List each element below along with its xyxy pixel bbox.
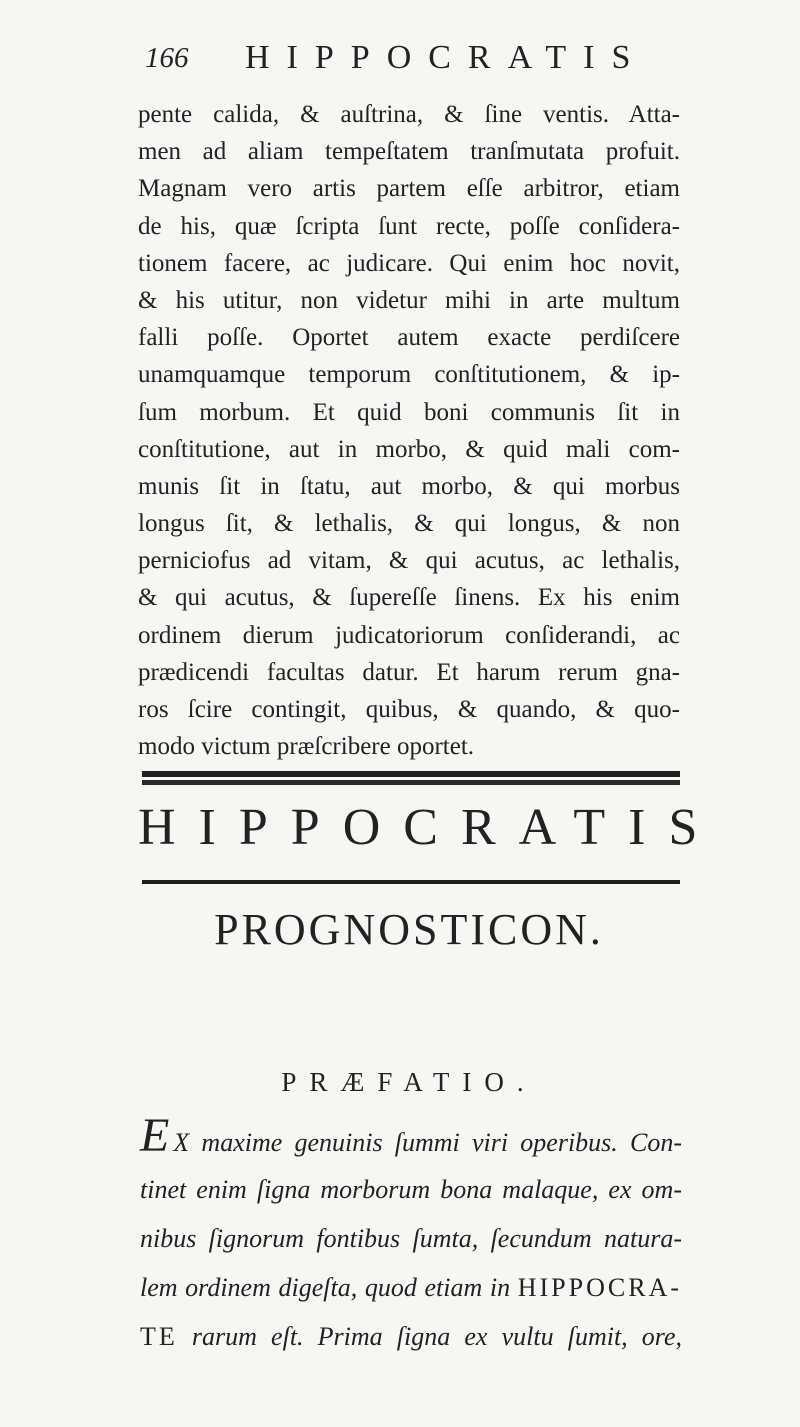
text-line: falli poſſe. Oportet autem exacte perdiſcere — [138, 324, 680, 352]
text-line — [140, 1263, 682, 1312]
running-head — [145, 38, 665, 78]
preface-heading: PRÆFATIO. — [281, 1067, 537, 1097]
text-line: ordinem dierum judicatoriorum conſiderandi, ac — [138, 621, 680, 649]
text-line — [140, 1109, 682, 1165]
text-segment: rarum eſt. Prima ſigna ex vultu ſumit, ore, — [191, 1322, 683, 1351]
body-paragraph — [138, 96, 680, 765]
author-name-caps: TE — [140, 1322, 178, 1351]
text-line: ſum morbum. Et quid boni communis ſit in — [138, 398, 680, 426]
text-line: unamquamque temporum conſtitutionem, & ip- — [138, 361, 680, 389]
text-line: prædicendi facultas datur. Et harum rerum gna- — [138, 658, 680, 686]
text-line: & qui acutus, & ſupereſſe ſinens. Ex his enim — [138, 584, 680, 612]
text-line: munis ſit in ſtatu, aut morbo, & qui morbus — [138, 472, 680, 500]
text-line: nibus ſignorum fontibus ſumta, ſecundum natura- — [140, 1224, 682, 1253]
text-line: de his, quæ ſcripta ſunt recte, poſſe conſidera- — [138, 212, 680, 240]
page-number: 166 — [145, 42, 189, 74]
running-title: HIPPOCRATIS — [245, 39, 648, 76]
section-subtitle: PROGNOSTICON. — [214, 905, 604, 954]
text-segment: X maxime genuinis ſummi viri operibus. Con- — [173, 1128, 682, 1157]
section-title: HIPPOCRATIS — [138, 799, 721, 856]
author-name-caps: HIPPOCRA- — [517, 1273, 682, 1302]
preface-paragraph — [140, 1109, 683, 1361]
text-line: men ad aliam tempeſtatem tranſmutata profuit. — [138, 138, 680, 166]
drop-cap: E — [140, 1109, 170, 1162]
text-line: Magnam vero artis partem eſſe arbitror, etiam — [138, 175, 680, 203]
text-line: longus ſit, & lethalis, & qui longus, & non — [138, 510, 680, 538]
text-line: tinet enim ſigna morborum bona malaque, ex om- — [140, 1175, 682, 1204]
text-line — [140, 1312, 682, 1361]
text-line: & his utitur, non videtur mihi in arte multum — [138, 286, 680, 314]
text-line: tionem facere, ac judicare. Qui enim hoc novit, — [138, 249, 680, 277]
text-line: ros ſcire contingit, quibus, & quando, & quo- — [138, 696, 680, 723]
text-line: pente calida, & auſtrina, & ſine ventis. Atta- — [138, 101, 680, 128]
text-line: perniciofus ad vitam, & qui acutus, ac lethalis, — [138, 547, 680, 575]
text-segment: lem ordinem digeſta, quod etiam in — [140, 1273, 511, 1302]
text-line: conſtitutione, aut in morbo, & quid mali com- — [138, 435, 680, 463]
text-line: modo victum præſcribere oportet. — [138, 733, 475, 761]
